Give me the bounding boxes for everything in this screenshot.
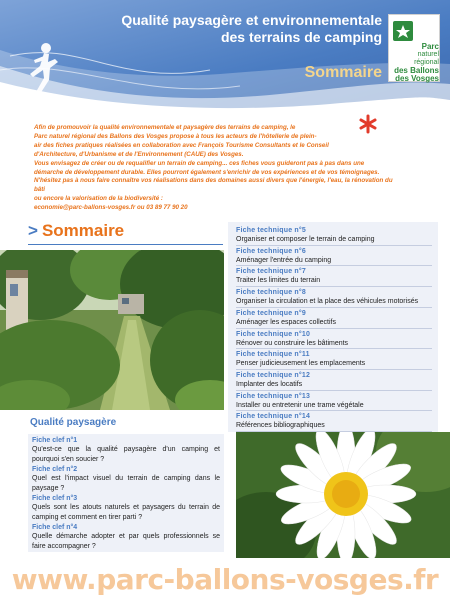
fiche-title: Traiter les limites du terrain xyxy=(236,276,432,287)
fiche-title: Aménager les espaces collectifs xyxy=(236,318,432,329)
fiches-clef-list xyxy=(28,434,224,552)
fiche-label: Fiche technique n°7 xyxy=(236,268,306,276)
fiche-title: Penser judicieusement les emplacements xyxy=(236,359,432,370)
fiche-clef-text: Quels sont les atouts naturels et paysagers du terrain de camping et comment en tirer parti ? xyxy=(32,504,220,521)
logo-mark-icon xyxy=(393,21,413,41)
title-line-1: Qualité paysagère et environnementale xyxy=(121,12,382,28)
daisy-photo xyxy=(236,432,450,558)
fiche-clef-text: Quelle démarche adopter et par quels professionnels se faire accompagner ? xyxy=(32,533,220,550)
fiche-label: Fiche technique n°10 xyxy=(236,330,311,338)
list-item[interactable] xyxy=(236,412,432,432)
fiche-clef-label: Fiche clef n°2 xyxy=(32,466,78,473)
fiche-title: Aménager l'entrée du camping xyxy=(236,256,432,267)
daisy-petals xyxy=(276,432,416,558)
fiche-title: Rénover ou construire les bâtiments xyxy=(236,339,432,350)
fiche-clef-label: Fiche clef n°1 xyxy=(32,437,78,444)
banner-subtitle: Sommaire xyxy=(304,64,382,81)
chevron-right-icon: > xyxy=(28,221,38,240)
list-item[interactable] xyxy=(236,350,432,370)
sommaire-heading-text: Sommaire xyxy=(41,221,125,240)
footer-url[interactable]: www.parc-ballons-vosges.fr xyxy=(11,563,439,596)
list-item[interactable] xyxy=(32,523,220,552)
list-item[interactable] xyxy=(32,494,220,523)
fiche-label: Fiche technique n°9 xyxy=(236,309,306,317)
list-item[interactable] xyxy=(236,226,432,246)
fiches-techniques-list xyxy=(228,222,438,432)
fiche-label: Fiche technique n°11 xyxy=(236,351,310,359)
fiche-title: Installer ou entretenir une trame végétale xyxy=(236,401,432,412)
fiche-clef-label: Fiche clef n°3 xyxy=(32,495,78,502)
logo-line-2: naturel xyxy=(417,51,439,58)
title-line-2: des terrains de camping xyxy=(220,29,382,45)
fiche-label: Fiche technique n°5 xyxy=(236,227,306,234)
intro-line-5: Vous envisagez de créer ou de requalifier un terrain de camping... ces fiches vous guideront pas à pas dans une xyxy=(34,159,365,167)
fiche-title: Organiser et composer le terrain de camping xyxy=(236,235,432,246)
qualite-heading: Qualité paysagère xyxy=(30,417,117,428)
fiche-title: Références bibliographiques xyxy=(236,421,432,432)
list-item[interactable] xyxy=(236,392,432,412)
intro-line-1: Afin de promouvoir la qualité environnementale et paysagère des terrains de camping, le xyxy=(34,124,296,131)
logo-line-1: Parc xyxy=(421,42,439,51)
heading-divider xyxy=(28,244,223,245)
intro-line-7: N'hésitez pas à nous faire connaître vos réalisations dans des domaines aussi divers que l'énergie, l'eau, la rénovation du bâti xyxy=(34,177,393,194)
fiche-clef-text: Qu'est-ce que la qualité paysagère d'un camping et pourquoi s'en soucier ? xyxy=(32,446,220,463)
logo-line-4: des Ballons xyxy=(394,66,439,75)
page-title xyxy=(110,12,382,46)
fiche-title: Implanter des locatifs xyxy=(236,380,432,391)
intro-paragraph xyxy=(34,124,394,213)
list-item[interactable] xyxy=(236,288,432,308)
sommaire-heading xyxy=(28,221,124,241)
list-item[interactable] xyxy=(236,330,432,350)
list-item[interactable] xyxy=(32,465,220,494)
logo-line-3: régional xyxy=(414,59,439,66)
list-item[interactable] xyxy=(32,436,220,465)
fiche-label: Fiche technique n°6 xyxy=(236,247,306,255)
logo-line-5: des Vosges xyxy=(395,74,439,83)
intro-line-2: Parc naturel régional des Ballons des Vosges propose à tous les acteurs de l'hôtellerie de plein- xyxy=(34,132,317,140)
list-item[interactable] xyxy=(236,267,432,287)
fiche-label: Fiche technique n°14 xyxy=(236,413,311,421)
fiche-label: Fiche technique n°12 xyxy=(236,371,311,379)
intro-line-4: d'Architecture, d'Urbanisme et de l'Environnement (CAUE) des Vosges. xyxy=(34,150,244,158)
list-item[interactable] xyxy=(236,309,432,329)
intro-line-6: démarche de développement durable. Elles pourront également s'enrichir de vos expériences et de vos témoignages. xyxy=(34,168,380,176)
fiche-label: Fiche technique n°8 xyxy=(236,289,306,297)
campsite-path-photo xyxy=(0,250,224,410)
intro-line-8: ou encore la valorisation de la biodiversité : xyxy=(34,195,163,203)
logo-text xyxy=(391,43,439,83)
fiche-title: Organiser la circulation et la place des véhicules motorisés xyxy=(236,297,432,308)
intro-line-3: air des fiches pratiques réalisées en collaboration avec François Tourisme Consultants et le Conseil xyxy=(34,141,329,149)
list-item[interactable] xyxy=(236,247,432,267)
header-banner xyxy=(0,0,450,112)
fiche-label: Fiche technique n°13 xyxy=(236,392,311,400)
intro-contact[interactable]: economie@parc-ballons-vosges.fr ou 03 89 77 90 20 xyxy=(34,204,188,212)
fiche-clef-label: Fiche clef n°4 xyxy=(32,524,78,531)
park-logo xyxy=(388,14,440,82)
list-item[interactable] xyxy=(236,371,432,391)
fiche-clef-text: Quel est l'impact visuel du terrain de camping dans le paysage ? xyxy=(32,475,220,492)
